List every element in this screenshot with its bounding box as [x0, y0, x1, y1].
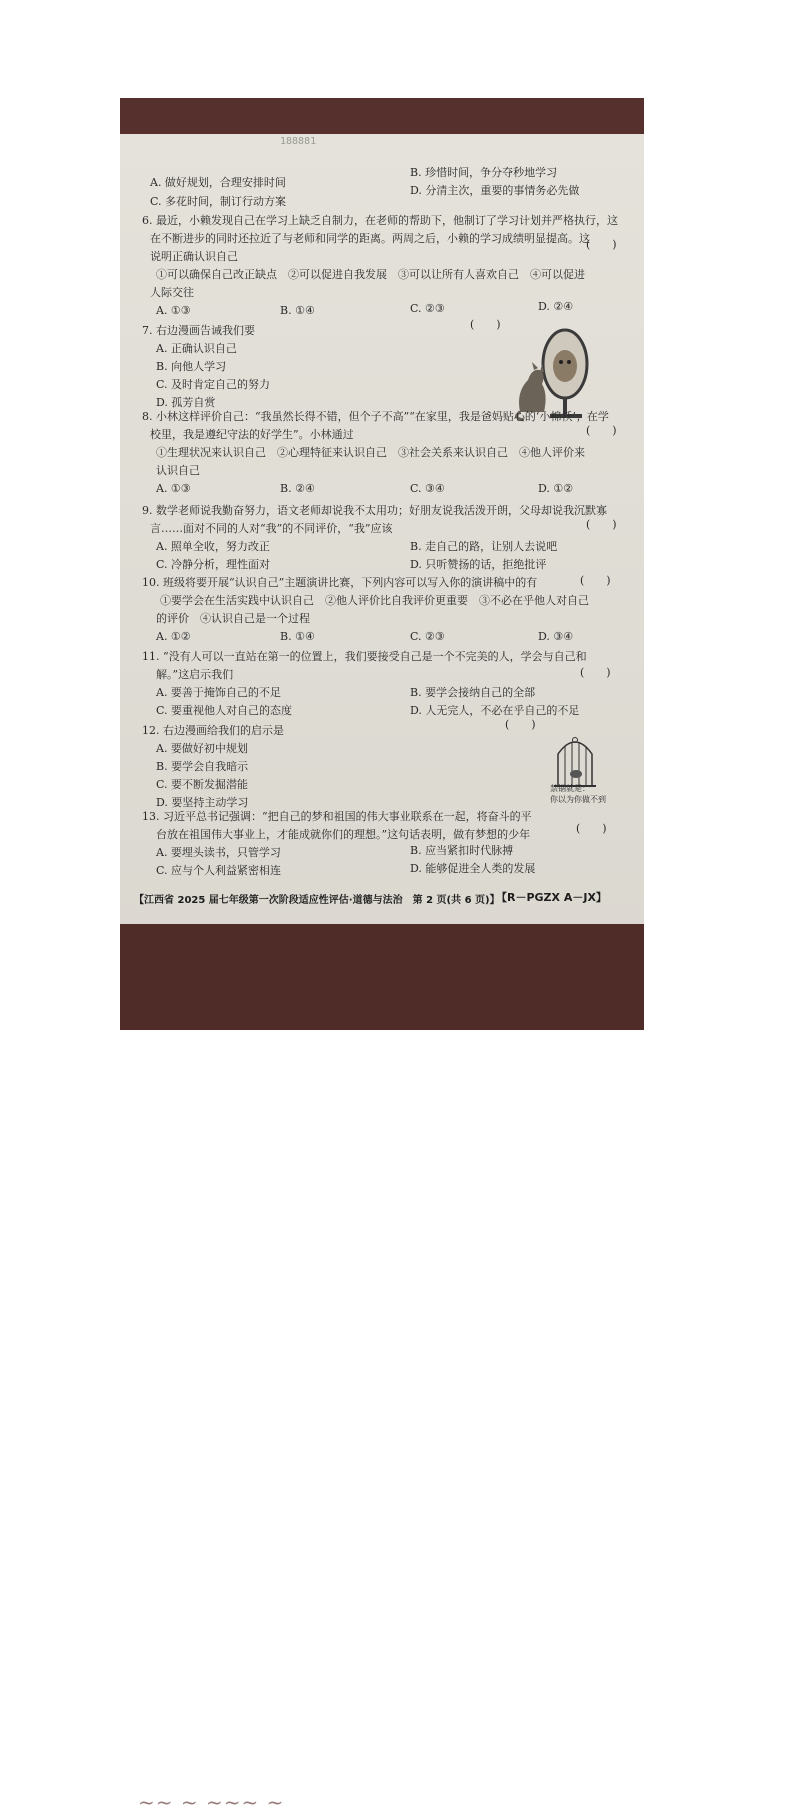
cartoon-caption: 你以为你做不到: [550, 795, 606, 804]
question-9-line: 言……面对不同的人对“我”的不同评价，“我”应该: [150, 522, 393, 535]
question-13-line: 13. 习近平总书记强调：“把自己的梦和祖国的伟大事业联系在一起，将奋斗的平: [142, 810, 532, 823]
page-footer-code: 【R－PGZX A－JX】: [496, 891, 607, 904]
option: A. 要埋头读书，只管学习: [156, 846, 281, 859]
answer-bracket: ( ): [586, 238, 617, 251]
mirror-cat-cartoon: [510, 322, 600, 424]
option: D. 只听赞扬的话，拒绝批评: [410, 558, 547, 571]
exam-paper: [120, 134, 644, 1024]
option: B. ②④: [280, 482, 315, 495]
question-12-line: 12. 右边漫画给我们的启示是: [142, 724, 284, 737]
answer-bracket: ( ): [586, 424, 617, 437]
answer-bracket: ( ): [586, 518, 617, 531]
question-10-line: 10. 班级将要开展“认识自己”主题演讲比赛，下列内容可以写入你的演讲稿中的有: [142, 576, 538, 589]
option: B. 走自己的路，让别人去说吧: [410, 540, 558, 553]
question-10-line: ①要学会在生活实践中认识自己 ②他人评价比自我评价更重要 ③不必在乎他人对自己: [160, 594, 589, 607]
option: B. 要学会自我暗示: [156, 760, 249, 773]
question-11-line: 11. “没有人可以一直站在第一的位置上，我们要接受自己是一个不完美的人，学会与自己和: [142, 650, 587, 663]
table-surface-bottom: [120, 924, 644, 1814]
option: A. 照单全收，努力改正: [156, 540, 270, 553]
option: D. 能够促进全人类的发展: [410, 862, 536, 875]
photo: [120, 98, 644, 1814]
question-6-line: 在不断进步的同时还拉近了与老师和同学的距离。两周之后，小赖的学习成绩明显提高。这: [150, 232, 590, 245]
page-footer-info: 【江西省 2025 届七年级第一次阶段适应性评估·道德与法治 第 2 页(共 6 页)】: [134, 895, 500, 906]
option: C. 及时肯定自己的努力: [156, 378, 271, 391]
table-surface-top: [120, 98, 644, 138]
answer-bracket: ( ): [576, 822, 607, 835]
option: C. 要重视他人对自己的态度: [156, 704, 293, 717]
option: A. 正确认识自己: [156, 342, 237, 355]
option: A. ①③: [156, 482, 191, 495]
option-line: B. 珍惜时间，争分夺秒地学习: [410, 166, 558, 179]
option: A. ①③: [156, 304, 191, 317]
question-6-line: 说明正确认识自己: [150, 250, 238, 263]
question-7-line: 7. 右边漫画告诫我们要: [142, 324, 255, 337]
answer-bracket: ( ): [470, 318, 501, 331]
question-8-line: ①生理状况来认识自己 ②心理特征来认识自己 ③社会关系来认识自己 ④他人评价来: [156, 446, 585, 459]
answer-bracket: ( ): [580, 666, 611, 679]
option: D. 要坚持主动学习: [156, 796, 249, 809]
question-9-line: 9. 数学老师说我勤奋努力，语文老师却说我不太用功；好朋友说我活泼开朗，父母却说我沉默寡: [142, 504, 607, 517]
page-stamp: 188881: [280, 136, 317, 147]
option: A. 要善于掩饰自己的不足: [156, 686, 281, 699]
option: C. ③④: [410, 482, 445, 495]
option: D. ②④: [538, 300, 574, 313]
birdcage-cartoon: [550, 734, 600, 790]
option: B. 向他人学习: [156, 360, 227, 373]
option-line: A. 做好规划，合理安排时间: [150, 176, 286, 189]
answer-bracket: ( ): [580, 574, 611, 587]
option: B. 要学会接纳自己的全部: [410, 686, 536, 699]
option: D. 孤芳自赏: [156, 396, 216, 409]
option: C. 要不断发掘潜能: [156, 778, 249, 791]
question-8-line: 校里，我是遵纪守法的好学生”。小林通过: [150, 428, 354, 441]
option: B. ①④: [280, 630, 315, 643]
option: D. ③④: [538, 630, 574, 643]
question-10-line: 的评价 ④认识自己是一个过程: [156, 612, 310, 625]
option: C. ②③: [410, 302, 445, 315]
option: D. ①②: [538, 482, 574, 495]
question-6-line: 6. 最近，小赖发现自己在学习上缺乏自制力，在老师的帮助下，他制订了学习计划并严格执行，这: [142, 214, 618, 227]
option: C. 应与个人利益紧密相连: [156, 864, 282, 877]
question-8-line: 8. 小林这样评价自己：“我虽然长得不错，但个子不高”“在家里，我是爸妈贴心的‘小棉袄’；在学: [142, 410, 609, 423]
option: B. 应当紧扣时代脉搏: [410, 844, 514, 857]
question-11-line: 解。”这启示我们: [156, 668, 234, 681]
table-scribble: ~~ ~ ~~~ ~: [138, 1790, 285, 1814]
option: A. 要做好初中规划: [156, 742, 248, 755]
option: C. 冷静分析，理性面对: [156, 558, 271, 571]
question-8-line: 认识自己: [156, 464, 200, 477]
option: D. 人无完人，不必在乎自己的不足: [410, 704, 580, 717]
cartoon-caption: 禁锢就是：: [550, 784, 590, 793]
question-6-line: 人际交往: [150, 286, 194, 299]
option: A. ①②: [156, 630, 191, 643]
question-6-line: ①可以确保自己改正缺点 ②可以促进自我发展 ③可以让所有人喜欢自己 ④可以促进: [156, 268, 585, 281]
option: C. ②③: [410, 630, 445, 643]
option-line: D. 分清主次，重要的事情务必先做: [410, 184, 580, 197]
answer-bracket: ( ): [505, 718, 536, 731]
option: B. ①④: [280, 304, 315, 317]
question-13-line: 台放在祖国伟大事业上，才能成就你们的理想。”这句话表明，做有梦想的少年: [156, 828, 531, 841]
option-line: C. 多花时间，制订行动方案: [150, 195, 287, 208]
